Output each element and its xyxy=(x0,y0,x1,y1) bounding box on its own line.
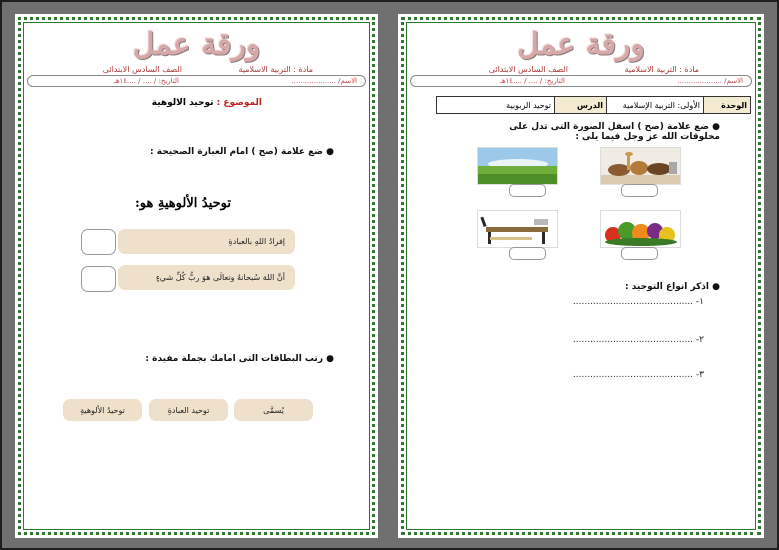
grade-label: الصف السادس الابتدائى xyxy=(102,65,182,74)
unit-lesson-table xyxy=(436,96,751,114)
worksheet-page-right xyxy=(398,14,764,538)
topic-value: توحيد الالوهية xyxy=(151,98,214,108)
q1-option-2: أنَّ اللهَ سُبحانهُ وتعالَى هوَ ربُّ كُلِّ شيءٍ xyxy=(118,265,295,290)
lesson-value: توحيد الربوبية xyxy=(437,97,555,114)
furniture-image xyxy=(477,210,558,248)
unit-label: الوحدة xyxy=(704,97,751,114)
name-date-field[interactable] xyxy=(410,75,752,87)
card-yusamma[interactable]: يُسمَّى xyxy=(234,399,313,421)
topic-label: الموضوع : xyxy=(216,98,262,108)
q1-instruction: ● ضع علامة (صح ) اسفل الصورة التى تدل على مخلوقات الله عز وجل فيما يلى : xyxy=(509,122,720,142)
answer-line-1[interactable]: ١- .......................................... xyxy=(572,297,704,307)
q2-instruction: ● رتب البطاقات التى امامك بجملة مفيدة : xyxy=(145,354,334,364)
worksheet-title: ورقة عمل xyxy=(517,27,645,62)
q1-option-1: إفرادُ اللهِ بالعبادةِ xyxy=(118,229,295,254)
subject-label: مادة : التربية الاسلامية xyxy=(238,65,313,74)
decorative-border xyxy=(401,17,761,535)
card-tawheed-ibada[interactable]: توحيد العبادةِ xyxy=(149,399,228,421)
q1-instruction: ● ضع علامة (صح ) امام العبارة الصحيحة : xyxy=(150,147,334,157)
animals-checkbox[interactable] xyxy=(621,184,658,197)
name-label: الاسم/ .................... xyxy=(291,77,357,85)
topic-line xyxy=(152,98,262,108)
bullet-icon: ● xyxy=(712,122,720,132)
worksheet-title: ورقة عمل xyxy=(132,27,261,62)
vegetables-image xyxy=(600,210,681,248)
date-label: التاريخ: / .... / ....١٤هـ xyxy=(499,77,565,85)
answer-line-2[interactable]: ٢- .......................................... xyxy=(572,335,704,345)
grass-field-image xyxy=(477,147,558,185)
q2-instruction: ● اذكر انواع التوحيد : xyxy=(624,282,720,292)
q1-heading: توحيدُ الألوهيةِ هو: xyxy=(135,196,231,211)
card-tawheed-uluhiya[interactable]: توحيدُ الألوهيةِ xyxy=(63,399,142,421)
bullet-icon: ● xyxy=(712,282,720,292)
date-label: التاريخ: / .... / ....١٤هـ xyxy=(113,77,179,85)
animals-image xyxy=(600,147,681,185)
q1-option-2-checkbox[interactable] xyxy=(81,266,116,292)
bullet-icon: ● xyxy=(326,147,334,157)
unit-value: الأولى: التربية الإسلامية xyxy=(607,97,704,114)
vegetables-checkbox[interactable] xyxy=(621,247,658,260)
bullet-icon: ● xyxy=(326,354,334,364)
grade-label: الصف السادس الابتدائى xyxy=(488,65,568,74)
subject-label: مادة : التربية الاسلامية xyxy=(624,65,699,74)
furniture-checkbox[interactable] xyxy=(509,247,546,260)
grass-field-checkbox[interactable] xyxy=(509,184,546,197)
q1-option-1-checkbox[interactable] xyxy=(81,229,116,255)
name-label: الاسم/ .................... xyxy=(677,77,743,85)
worksheet-page-left xyxy=(15,14,378,538)
answer-line-3[interactable]: ٣- .......................................... xyxy=(572,370,704,380)
name-date-field[interactable] xyxy=(27,75,366,87)
lesson-label: الدرس xyxy=(555,97,607,114)
